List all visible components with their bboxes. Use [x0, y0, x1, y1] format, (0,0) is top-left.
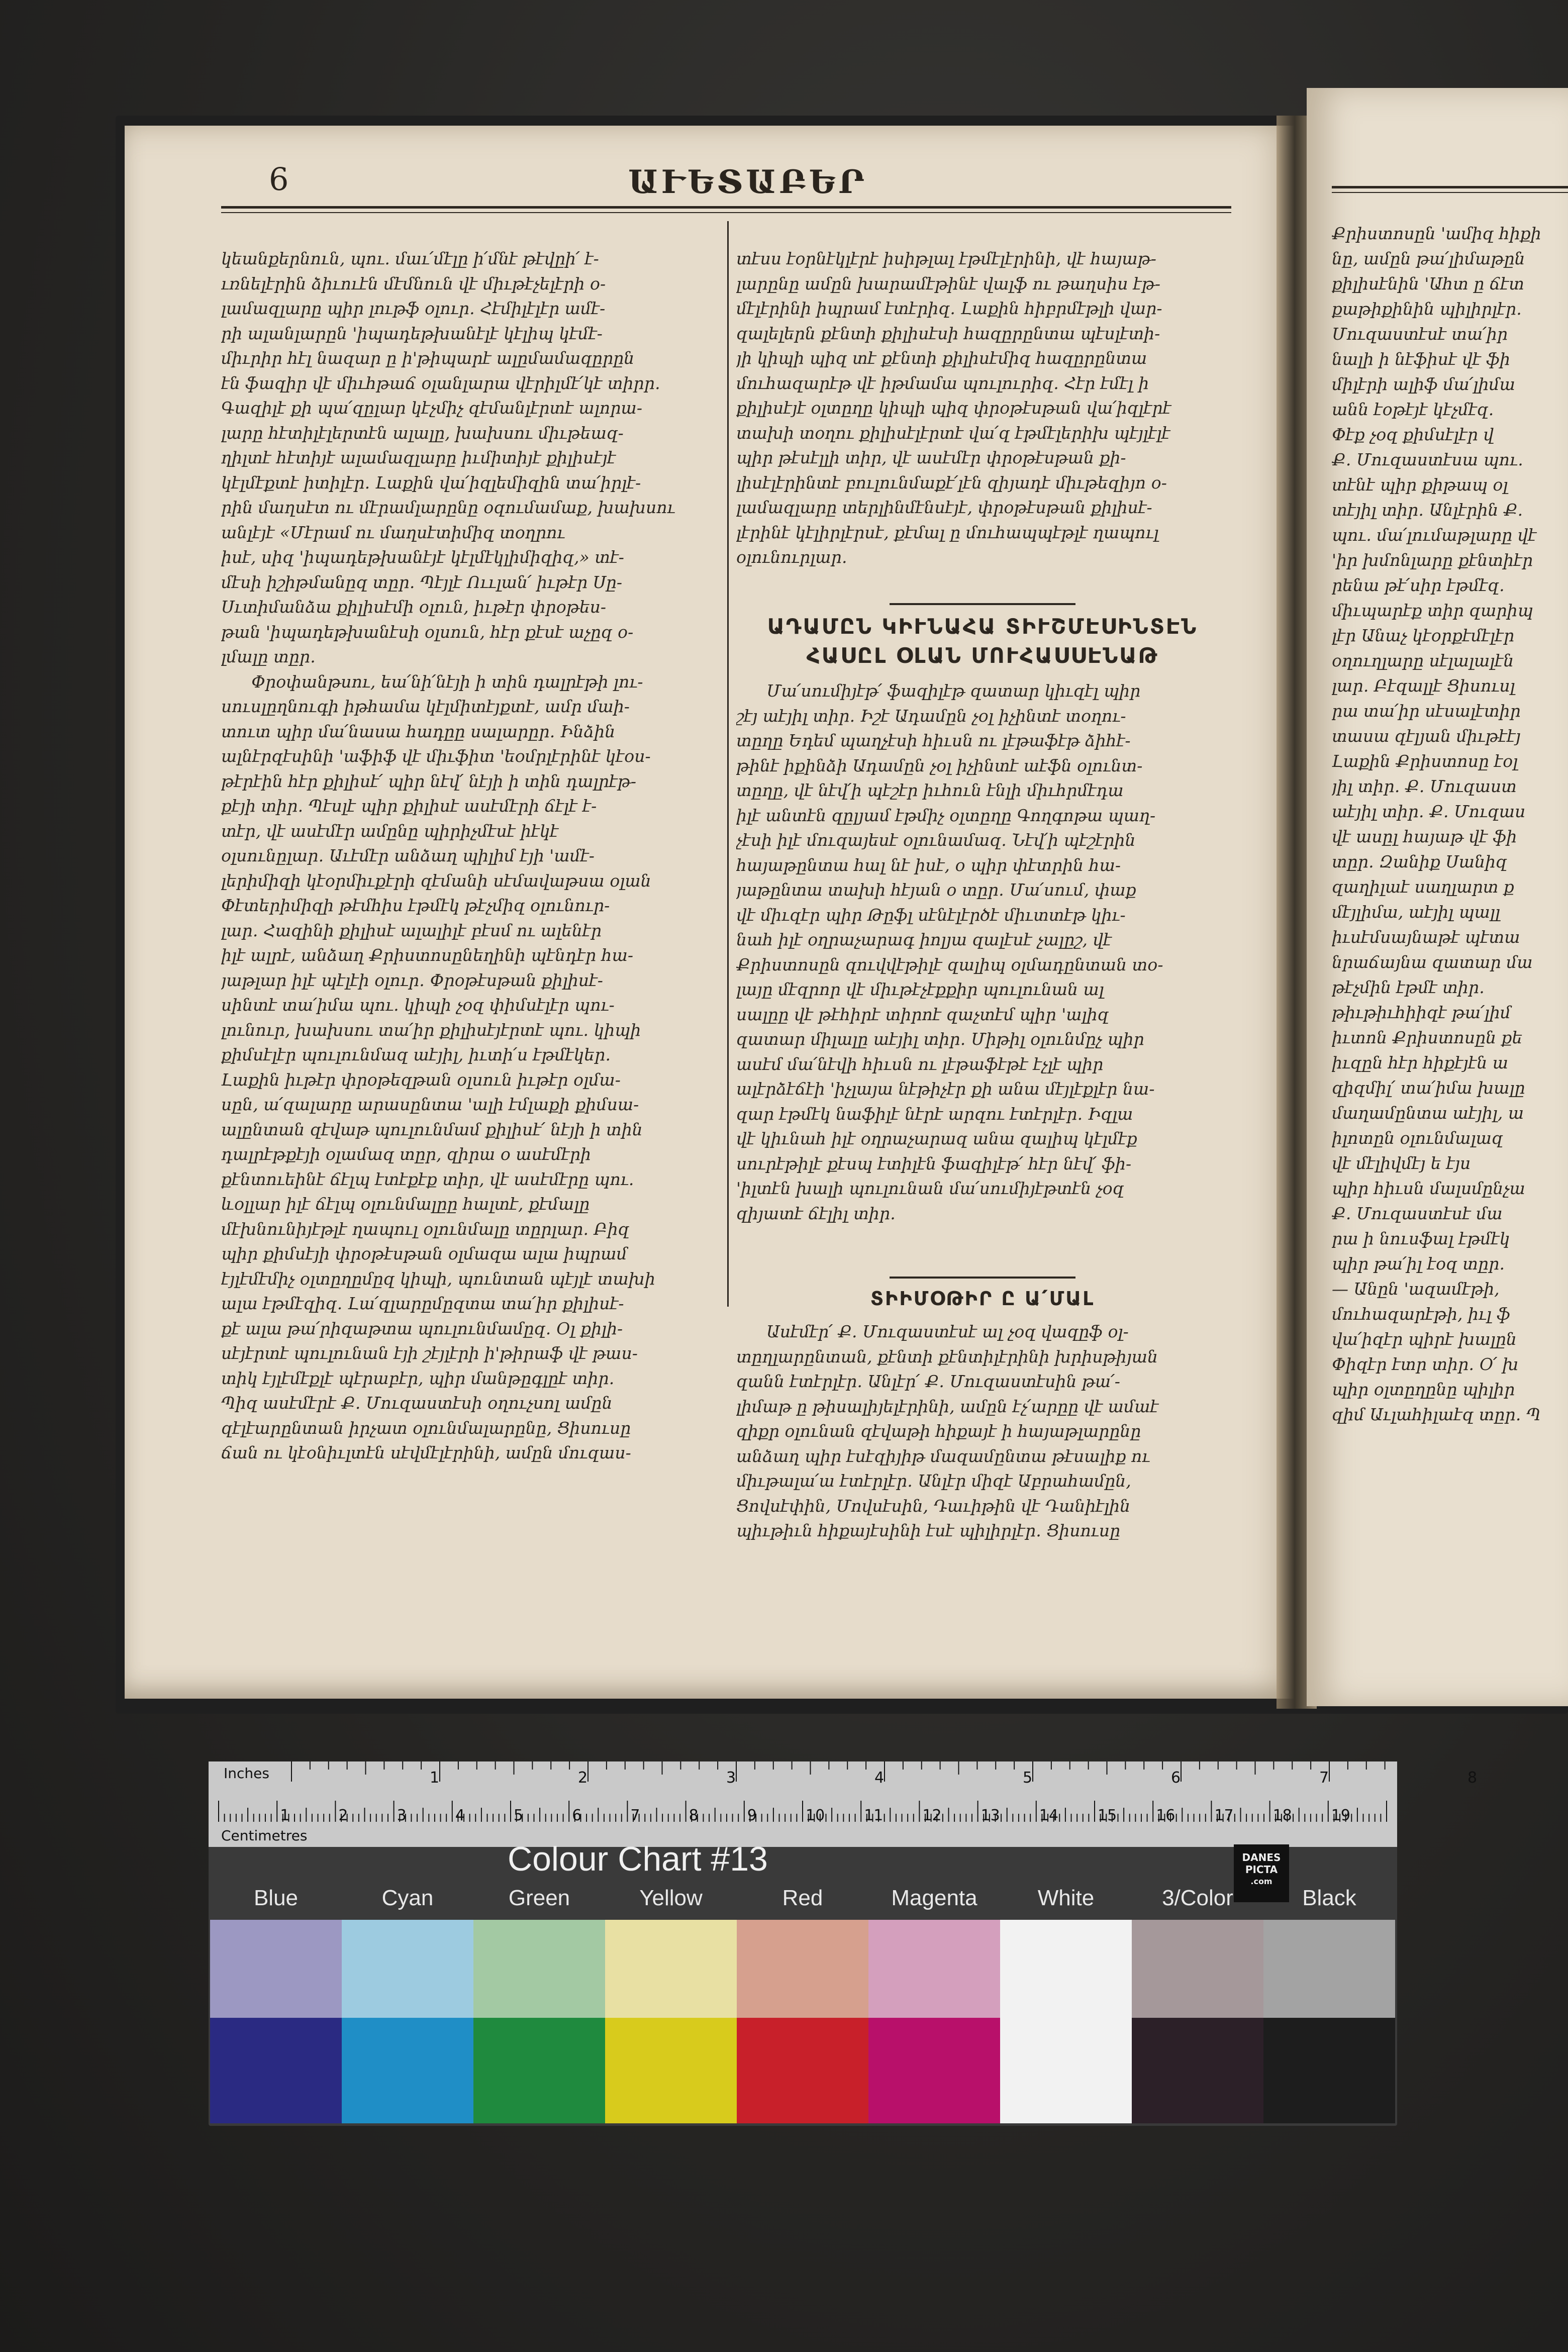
- text-line: վա՛իզէր պիրէ խալըն: [1332, 1329, 1517, 1349]
- text-line: Ք. Մուզաստէսէ մա: [1332, 1204, 1503, 1223]
- text-line: չէսի իլէ մուզայեսէ օլունամազ․ Նէվ՛ի պէշէրին: [736, 830, 1136, 850]
- text-line: լար․ Բէզալլէ Ցիսուսլ: [1332, 676, 1515, 696]
- text-line: տուտ պիր մա՛նասա հադըը սալարըր․ Ինձին: [221, 721, 616, 741]
- text-line: տէնէ պիր քիթապ օլ: [1332, 475, 1508, 495]
- header-rule-bottom: [221, 212, 1231, 213]
- logo-sub: .com: [1250, 1877, 1272, 1886]
- header-rule-top: [221, 206, 1231, 209]
- text-line: 'իր խմոնլարը քէնտիէր: [1332, 550, 1533, 570]
- text-line: նալի ի նէֆիսէ վէ ֆի: [1332, 349, 1510, 369]
- text-line: սէյէրտէ պուլունան էյի շէյլէրի ի'թիրաֆ վէ թաս-: [221, 1343, 638, 1363]
- text-line: զէլէարընտան իրչատ օլունմալարընը, Ցիսուսը: [221, 1418, 631, 1438]
- text-line: մուհազարէթի, իւլ ֆ: [1332, 1304, 1511, 1324]
- text-line: մէլէրինի իպրամ էտէրիզ․ Լաքին հիբրմէթլի վար-: [736, 299, 1162, 318]
- text-line: Փէք չօզ քիմսէլէր վ: [1332, 425, 1494, 444]
- text-line: լար․ Հազինի քիլիսէ ալալիլէ բէսմ ու ալենէր: [221, 920, 602, 940]
- cm-tick-label: 18: [1272, 1807, 1292, 1824]
- text-line: ալընտան զէվաթ պուլունմամ քիլիսէ՛ նէյի ի տին: [221, 1119, 643, 1139]
- text-line: Լաքին իւթէր փրօթեզթան օլսուն իւթէր օլմա-: [221, 1069, 621, 1090]
- text-line: Պիզ ասէմէրէ Ք. Մուզաստէսի օղուչսոլ ամըն: [221, 1393, 613, 1413]
- inch-tick-label: 6: [1171, 1769, 1181, 1787]
- swatch-light: [868, 1920, 1000, 2018]
- text-line: տասա զէլյան միւթէէյ: [1332, 726, 1521, 746]
- running-title: ԱՒԵՏԱԲԵՐ: [628, 163, 867, 201]
- left-text-column: [221, 246, 719, 1465]
- text-line: զիքր օլունան զէվաթի հիքայէ ի հայաթլարընը: [736, 1421, 1141, 1441]
- swatch-label: Blue: [253, 1886, 299, 1910]
- text-line: կեանքերնուն, պու. մաւ՛մէլը ի՛մնէ թէվըի՛ է-: [221, 249, 599, 268]
- text-line: սալըը վէ թէհիրէ տիրոէ զաչտէմ պիր 'ալիզ: [736, 1004, 1109, 1024]
- text-line: լէր Անաչ կէօրքէմէլէր: [1332, 626, 1515, 645]
- text-line: մէխնունիյէթլէ ղապուլ օլունմալը տըրլար․ Բիզ: [221, 1219, 630, 1239]
- text-line: քիմսէլէր պուլունմազ աէյիլ, իւտի՛ս էթմէկեր․: [221, 1045, 611, 1064]
- text-line: լունուր, խախսու տա՛իր քիլիսէյէրտէ պու. կիպի: [221, 1020, 641, 1040]
- swatch-light: [342, 1920, 473, 2018]
- text-line: տըղլարընտան, քէնտի քէնտիլէրինի խրիսթիյան: [736, 1346, 1158, 1366]
- centimetres-label: Centimetres: [221, 1827, 308, 1844]
- swatch-light: [1132, 1920, 1263, 2018]
- swatch-dark: [1263, 2018, 1395, 2123]
- column-divider: [727, 221, 729, 1307]
- swatch-light: [473, 1920, 605, 2018]
- text-line: քիլիսէնին 'Ահտ ը ճէտ: [1332, 274, 1524, 293]
- text-line: քէյի տիր․ Պէսլէ պիր քիլիսէ ասէմէրի ճէլէ է-: [221, 796, 597, 816]
- text-line: ւռնելէրին ձիւուէն մէմնուն վէ միւթէչելէրի օ-: [221, 273, 606, 293]
- text-line: յաթլար իլէ պէլէի օլուր․ Փրօթէսթան քիլիսէ-: [221, 970, 603, 990]
- inch-tick-label: 2: [578, 1769, 588, 1787]
- text-line: մաղամընտա աէյիլ, ա: [1332, 1103, 1524, 1123]
- text-line: Մուզաստէսէ տա՛իր: [1332, 324, 1508, 344]
- inch-tick-label: 8: [1467, 1769, 1478, 1787]
- text-line: անլէյէ «Մէրամ ու մաղսէտիմիզ տօղրու: [221, 522, 565, 542]
- cm-tick-label: 12: [922, 1807, 942, 1824]
- text-line: մէյլիմա, աէյիլ պալլ: [1332, 902, 1501, 922]
- text-line: Մա՛սումիյէթ՛ ֆազիլէթ զատար կիւզէլ պիր: [766, 681, 1141, 701]
- ruler: [209, 1761, 1397, 1847]
- section-2-body: [736, 1319, 1229, 1543]
- text-line: պիր թա՛իլ էօզ տըր․: [1332, 1254, 1505, 1273]
- cm-tick-label: 6: [572, 1807, 582, 1824]
- section-1-heading-line-1: ԱԴԱՄԸՆ ԿԻՒՆԱՀԱ ՏԻՒՇՄԷՍԻՆՏԷՆ: [767, 614, 1198, 639]
- cm-tick-label: 4: [455, 1807, 465, 1824]
- text-line: ալէրձէճէի 'իչլայա նէթիչէր քի անա մէյլէքլէր նա-: [736, 1079, 1155, 1099]
- text-line: օլունուրլար․: [736, 547, 847, 567]
- swatch-dark: [473, 2018, 605, 2123]
- text-line: ալնէրզէսինի 'աֆիֆ վէ միւֆիտ 'եօմրլէրինէ կէօս-: [221, 746, 651, 766]
- text-line: անձաղ պիր էսէզիյիթ մազամընտա թէսալիք ու: [736, 1446, 1150, 1466]
- cm-tick-label: 9: [747, 1807, 757, 1824]
- cm-tick-label: 5: [514, 1807, 524, 1824]
- cm-tick-label: 16: [1156, 1807, 1175, 1824]
- text-line: անն էօթէյէ կէչմէզ․: [1332, 400, 1494, 419]
- text-line: վէ կիւնահ իլէ օղրաչարազ անա զալիպ կէլմէք: [736, 1129, 1137, 1148]
- section-1-body: [736, 678, 1229, 1226]
- text-line: թէրէին հէր քիլիսէ՛ պիր նէվ՛ նէյի ի տին դալրէթ-: [221, 771, 636, 791]
- text-line: աէյիլ տիր․ Ք. Մուզաս: [1332, 802, 1526, 821]
- text-line: տախի տօղու քիլիսէլէրտէ վա՛զ էթմէլերիխ պէյլէլէ: [736, 423, 1170, 443]
- text-line: լերիմիզի կէօրմիւքէրի զէմանի սէմավաթսա օլան: [221, 870, 651, 891]
- swatch-label: Cyan: [381, 1886, 434, 1910]
- cm-tick-label: 14: [1039, 1807, 1058, 1824]
- text-line: օլսունըլար․ Աւէմէր անձաղ պիլիմ էյի 'ամէ-: [221, 846, 595, 865]
- swatch-dark: [737, 2018, 868, 2123]
- swatch-dark: [868, 2018, 1000, 2123]
- text-line: լամազլարը տերլինմէնսէյէ, փրօթէսթան քիլիսէ-: [736, 498, 1152, 517]
- text-line: քէնտուեինէ ճէլպ էտէքէք տիր, վէ ասէմէրը պու.: [221, 1169, 634, 1189]
- text-line: նրաճայնա զատար մա: [1332, 952, 1533, 972]
- right-page-text: [1332, 221, 1568, 1427]
- text-line: Սւտիմանձա քիլիսէմի օլուն, իւթէր փրօթես-: [221, 597, 607, 617]
- swatch-label: Magenta: [891, 1886, 977, 1910]
- text-line: մէսի իշիթմանըզ տըր․ Պէյլէ Ոււլան՛ իւթէր Սը-: [221, 572, 623, 592]
- text-line: իւսէմսայնաթէ պէտա: [1332, 927, 1520, 947]
- text-line: Ցովսէփին, Մովսէսին, Դաւիթին վէ Դանիէլին: [736, 1496, 1131, 1516]
- text-line: լարընը ամըն խարամէթինէ վալֆ ու թաղսիս էթ-: [736, 273, 1160, 293]
- text-line: իլէ ալրէ, անձաղ Քրիստոսընեղինի պէնդէր հա-: [221, 945, 634, 965]
- text-line: զանն էտէրլէր․ Անլէր՛ Ք. Մուզաստէսին թա՛-: [736, 1371, 1120, 1391]
- text-line: լամազլարը պիր լութֆ օլուր․ Հէմիլէլէր ամէ-: [221, 299, 606, 318]
- text-line: ալա էթմէզիզ․ Լա՛զլարըմըզտա տա՛իր քիլիսէ-: [221, 1294, 624, 1313]
- swatch-label: Green: [508, 1886, 570, 1910]
- text-line: րա տա՛իր սէսալէտիր: [1332, 701, 1521, 721]
- text-line: էյլէմէմիչ օլտըղըմըզ կիպի, պունտան պէյլէ տախի: [221, 1268, 655, 1289]
- inch-tick-label: 1: [430, 1769, 440, 1787]
- text-line: քէ ալա թա՛րիզաթտա պուլունմամըզ․ Օլ քիլի-: [221, 1318, 623, 1338]
- text-line: պիր հիւսն մալսմընչա: [1332, 1179, 1525, 1198]
- cm-tick-label: 10: [806, 1807, 825, 1824]
- text-line: հայաթընտա հալ նէ իսէ, օ պիր փէտրին հա-: [736, 855, 1121, 875]
- text-line: վէ մէլիվմէյ ե էյս: [1332, 1153, 1471, 1173]
- inch-tick-label: 5: [1023, 1769, 1033, 1787]
- middle-text-column-top: [736, 246, 1229, 570]
- text-line: տըղը Եդեմ պաղչէսի հիւսն ու լէթաֆէթ ձիհէ-: [736, 731, 1131, 750]
- section-1-heading-line-2: ՀԱՍԸԼ ՕԼԱՆ ՄՈՒՀԱՍՍԷՆԱԹ: [806, 643, 1159, 668]
- text-line: պու. մա՛լումաթլարը վէ: [1332, 525, 1537, 545]
- right-page-rule-thin: [1332, 192, 1568, 193]
- inch-tick-label: 7: [1319, 1769, 1329, 1787]
- text-line: պիր քիմսէյի փրօթէսթան օլմազա ալա իպրամ: [221, 1244, 627, 1263]
- text-line: սուսլըղնուգի իթհամա կէլմիտէյքտէ, ամր մաի-: [221, 697, 630, 716]
- cm-tick-label: 17: [1214, 1807, 1234, 1824]
- text-line: սըն, ա՛զալարը արասընտա 'ալի էմլաքի քիմսա-: [221, 1095, 639, 1114]
- text-line: լիմաթ ը թիսալիյելէրինի, ամըն էչ՛արըը վէ ամաէ: [736, 1396, 1159, 1416]
- text-line: յի կիպի պիզ տէ քէնտի քիլիսէմիզ հազըրընտա: [736, 348, 1147, 368]
- text-line: րին մաղսէտ ու մէրամլարընը օզումամաք, խախսու: [221, 498, 675, 517]
- cm-tick-label: 1: [280, 1807, 290, 1824]
- swatch-light: [737, 1920, 868, 2018]
- text-line: սինտէ տա՛իմա պու. կիպի չօզ փիմսէլէր պու-: [221, 995, 615, 1015]
- text-line: սուրէթիլէ քէսպ էտիլէն ֆազիլէթ՛ հէր նէվ՛ ֆի-: [736, 1153, 1132, 1173]
- cm-tick-label: 8: [689, 1807, 699, 1824]
- colour-chart-title: Colour Chart #13: [508, 1840, 768, 1878]
- text-line: պիր օլտըղընը պիլիր: [1332, 1380, 1515, 1399]
- swatch-light: [210, 1920, 342, 2018]
- text-line: Փէտերիմիզի թէմհիս էթմէկ թէչմիզ օլունուր-: [221, 896, 610, 915]
- swatch-light: [1263, 1920, 1395, 2018]
- text-line: րա ի նուսֆալ էթմէկ: [1332, 1229, 1510, 1248]
- text-line: էն ֆազիր վէ միւհթաճ օլանլարա վէրիլմէ՛կէ տիրր․: [221, 373, 660, 393]
- swatch-label: Red: [782, 1886, 823, 1910]
- text-line: Գազիլէ քի պա՛զըլար կէչմիչ զէմանլէրտէ ալորա-: [221, 398, 643, 418]
- text-line: թիւթիւհիիզէ թա՛լիմ: [1332, 1003, 1511, 1022]
- text-line: վէ միւզէր պիր Թըֆլ սէնէլէրծէ միւտտէթ կիւ-: [736, 905, 1126, 925]
- text-line: զատար միլալը աէյիլ տիր․ Միթիլ օլունմըչ պիր: [736, 1029, 1144, 1049]
- cm-tick-label: 2: [338, 1807, 348, 1824]
- text-line: իսէ, սիզ 'իպադեթխանէյէ կէլմէկլիմիզիզ,» տէ-: [221, 547, 624, 567]
- text-line: միւրիր հէլ նազար ը ի'թիպարէ ալըմամազըրըն: [221, 348, 635, 368]
- swatch-light: [605, 1920, 737, 2018]
- inch-tick-label: 4: [874, 1769, 885, 1787]
- text-line: թինէ իքինձի Ադամըն չօլ իչինտէ աէֆն օլունտ-: [736, 755, 1143, 775]
- text-line: վէ ասըլ հայաթ վէ ֆի: [1332, 827, 1517, 846]
- section-2-heading: ՏԻԻՄՕԹԻՐ Ը Ա՛ՄԱԼ: [870, 1288, 1095, 1310]
- cm-tick-label: 13: [981, 1807, 1000, 1824]
- text-line: թան 'իպադեթխանէսի օլսուն, հէր քէսէ աչըզ օ-: [221, 622, 634, 642]
- swatch-dark: [342, 2018, 473, 2123]
- text-line: Քրիստոսըն զուվվէթիլէ զալիպ օլմադընտան տօ-: [736, 954, 1163, 974]
- text-line: պիւթիւն հիքայէսինի էսէ պիլիրլէր․ Ցիսուսը: [736, 1521, 1121, 1540]
- text-line: րենա թէ՛սիր էթմէզ․: [1332, 575, 1505, 595]
- text-line: յաթընտա տախի հէյան օ տըր․ Մա՛սում, փաք: [736, 880, 1136, 900]
- right-page-rule: [1332, 186, 1568, 188]
- text-line: Ք. Մուզաստէսա պու․: [1332, 450, 1524, 469]
- text-line: ճան ու կէօնիւլտէն սէվմէլէրինի, ամըն մուզաս-: [221, 1443, 631, 1462]
- swatch-label: 3/Color: [1162, 1886, 1233, 1910]
- text-line: ասէմ մա՛նէվի հիւսն ու լէթաֆէթէ էչլէ պիր: [736, 1054, 1104, 1074]
- swatch-label: Yellow: [639, 1886, 703, 1910]
- text-line: Լաքին Քրիստոսը էօլ: [1332, 751, 1518, 771]
- swatch-dark: [1000, 2018, 1132, 2123]
- text-line: մուհազարէթ վէ իթմամա պուլուրիզ․ Հէր էմէլ ի: [736, 373, 1149, 393]
- logo-line-1: DANES: [1242, 1851, 1281, 1864]
- text-line: միւթալա՛ա էտէրլէր․ Անլէր միզէ Աբրահամըն,: [736, 1471, 1131, 1491]
- text-line: յիլ տիր․ Ք. Մուզաստ: [1332, 776, 1517, 796]
- text-line: լէրինէ կէլիրլէրսէ, քէմալ ը մուհապպէթլէ ղապուլ: [736, 522, 1159, 542]
- text-line: միլէրի ալիֆ մա՛լիմա: [1332, 374, 1515, 394]
- text-line: դալրէթքէյի օլամազ տըր, զիրա օ ասէմէրի: [221, 1144, 591, 1164]
- text-line: — Անըն 'ազամէթի,: [1332, 1279, 1500, 1299]
- text-line: թէչմին էթմէ տիր․: [1332, 977, 1485, 997]
- text-line: Ասէմէր՛ Ք. Մուզաստէսէ ալ չօզ վազըֆ օլ-: [766, 1322, 1129, 1341]
- text-line: իւտոն Քրիստոսըն քե: [1332, 1028, 1523, 1047]
- text-line: Փրօփանթսու, եա՛նի՛նէյի ի տին դալրէթի լու-: [251, 671, 643, 692]
- text-line: ղիլտէ հէտիյէ ալամազլարը իւմիտիյէ քիլիսէյէ: [221, 448, 616, 467]
- cm-tick-label: 7: [630, 1807, 640, 1824]
- cm-tick-label: 19: [1331, 1807, 1350, 1824]
- text-line: զիզմիլ՛ տա՛իմա խալը: [1332, 1078, 1525, 1098]
- text-line: զիյատէ ճէլիլ տիր․: [736, 1203, 896, 1223]
- text-line: զաղիլաէ սաղլարտ ք: [1332, 877, 1514, 897]
- text-line: 'իլտէն խալի պուլունան մա՛սումիյէթտէն չօզ: [736, 1179, 1124, 1198]
- text-line: տէր, վէ ասէմէր ամընը պիրիչմէսէ իէկէ: [221, 821, 559, 841]
- swatch-dark: [1132, 2018, 1263, 2123]
- text-line: նահ իլէ օղրաչարագ իոլյա զալէսէ չալըշ, վէ: [736, 930, 1112, 949]
- text-line: իւզըն հէր հիքէյէն ա: [1332, 1053, 1509, 1072]
- text-line: իլոտըն օլունմալազ: [1332, 1128, 1503, 1148]
- swatch-dark: [605, 2018, 737, 2123]
- inches-label: Inches: [224, 1765, 269, 1782]
- text-line: լիսէլէրինտէ բուլունմաքէ՛լէն զիյադէ միւթեզիյո օ-: [736, 472, 1167, 493]
- text-line: Փիզէր էտր տիր․ Օ՛ խ: [1332, 1354, 1519, 1374]
- text-line: Քրիստոսըն 'ամիզ հիքի: [1332, 224, 1541, 243]
- text-line: տըր․ Զանիք Սանիզ: [1332, 852, 1507, 871]
- text-line: լմալը տըր․: [221, 647, 316, 666]
- cm-tick-label: 15: [1098, 1807, 1117, 1824]
- text-line: տէսս էօրնէկլէրէ իսիթլալ էթմէլէրինի, վէ հայաթ-: [736, 249, 1156, 268]
- section-divider-1: [890, 603, 1075, 605]
- text-line: օղուղլարը սէլալալէն: [1332, 651, 1514, 670]
- text-line: կէլմէքտէ իտիլէր․ Լաքին վա՛իզլեմիզին տա՛իրլէ-: [221, 472, 641, 493]
- text-line: զալելերն քէնտի քիլիսէսի հազըրընտա պէսլէտի-: [736, 323, 1160, 343]
- text-line: րի ալանլարըն 'իպադեթխանէլէ կէլիպ կէմէ-: [221, 323, 603, 343]
- text-line: զիմ Աւլահիլաէզ տըր․ Պ: [1332, 1405, 1541, 1424]
- text-line: զար էթմէկ նաֆիլէ նէրէ արզու էտէրլէր․ Իզլա: [736, 1104, 1133, 1124]
- section-divider-2: [890, 1277, 1075, 1279]
- text-line: իլէ անտէն զըլյամ էթմիչ օլտըղը Գողգոթա պաղ-: [736, 805, 1156, 825]
- text-line: նը, ամըն թա՛լիմաթըն: [1332, 249, 1525, 268]
- text-line: տիկ էյլէմէքլէ պէրաբէր, պիր մանթըգլըէ տիր․: [221, 1368, 615, 1388]
- text-line: ևօլլար իլէ ճէլպ օլունմալըը հալտէ, քէմալը: [221, 1194, 590, 1214]
- swatch-label: White: [1037, 1886, 1095, 1910]
- swatch-light: [1000, 1920, 1132, 2018]
- swatch-dark: [210, 2018, 342, 2123]
- text-line: պիր թէսէլլի տիր, վէ ասէմէր փրօթէսթան քի-: [736, 448, 1126, 467]
- text-line: միւպարէք տիր զարիպ: [1332, 601, 1533, 620]
- text-line: տէյիլ տիր․ Անլէրին Ք.: [1332, 500, 1523, 520]
- page-number: 6: [269, 161, 289, 198]
- inch-tick-label: 3: [726, 1769, 736, 1787]
- swatch-label: Black: [1302, 1886, 1356, 1910]
- logo-line-2: PICTA: [1245, 1864, 1278, 1876]
- text-line: շէյ աէյիլ տիր․ Իշէ Ադամըն չօլ իչինտէ տօղու-: [736, 706, 1126, 726]
- text-line: քիլիսէյէ օլտըղը կիպի պիզ փրօթէսթան վա՛իզլէրէ: [736, 398, 1171, 418]
- text-line: լայը մէզրոր վէ միւթէչէքքիր պուլունան ալ: [736, 979, 1104, 999]
- cm-tick-label: 11: [864, 1807, 884, 1824]
- cm-tick-label: 3: [397, 1807, 407, 1824]
- text-line: տըղը, վէ նէվ՛ի պէշէր իւհուն էնլի միւհրմէդա: [736, 780, 1124, 800]
- text-line: լարը հէտիլէլերտէն ալալը, խախսու միւթեազ-: [221, 423, 624, 443]
- text-line: քաթիքինին պիլիրլէր․: [1332, 299, 1522, 319]
